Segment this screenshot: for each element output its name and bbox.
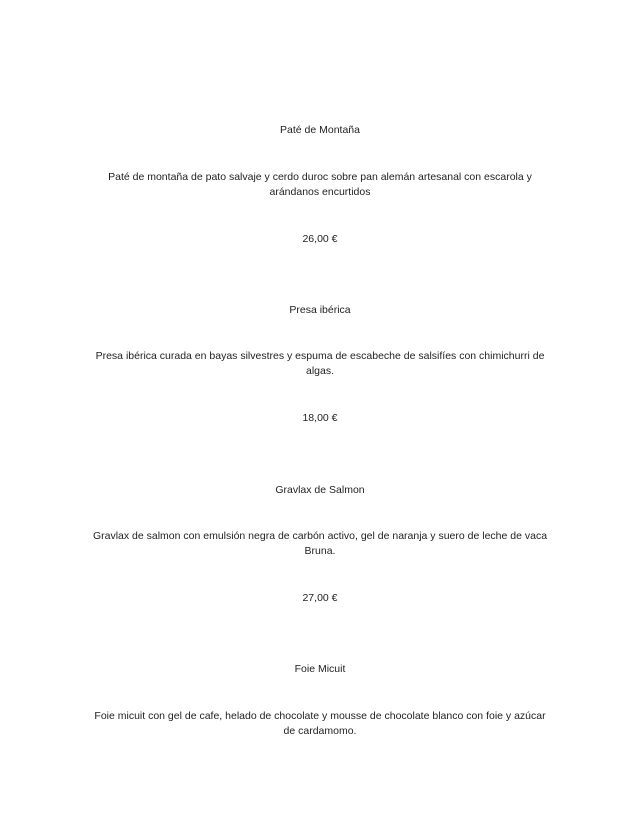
item-description <box>80 170 560 200</box>
item-price: 18,00 € <box>302 412 338 424</box>
item-description-line: Bruna. <box>304 545 336 557</box>
item-description-line: Paté de montaña de pato salvaje y cerdo duroc sobre pan alemán artesanal con escarola y <box>108 171 532 183</box>
item-description-line: Presa ibérica curada en bayas silvestres y espuma de escabeche de salsifíes con chimichurri de <box>95 350 545 362</box>
item-description <box>80 349 560 379</box>
item-title: Foie Micuit <box>294 663 346 675</box>
item-description-line: algas. <box>305 365 335 377</box>
item-price: 27,00 € <box>302 592 338 604</box>
item-title: Presa ibérica <box>289 304 351 316</box>
item-description-line: de cardamomo. <box>283 725 357 737</box>
item-price: 26,00 € <box>302 233 338 245</box>
item-description-line: Foie micuit con gel de cafe, helado de chocolate y mousse de chocolate blanco con foie y azúcar <box>94 710 546 722</box>
item-title: Paté de Montaña <box>280 124 360 136</box>
item-description-line: arándanos encurtidos <box>269 186 371 198</box>
item-description <box>80 529 560 559</box>
item-description <box>80 709 560 739</box>
item-description-line: Gravlax de salmon con emulsión negra de carbón activo, gel de naranja y suero de leche de vaca <box>92 530 548 542</box>
item-title: Gravlax de Salmon <box>275 484 365 496</box>
